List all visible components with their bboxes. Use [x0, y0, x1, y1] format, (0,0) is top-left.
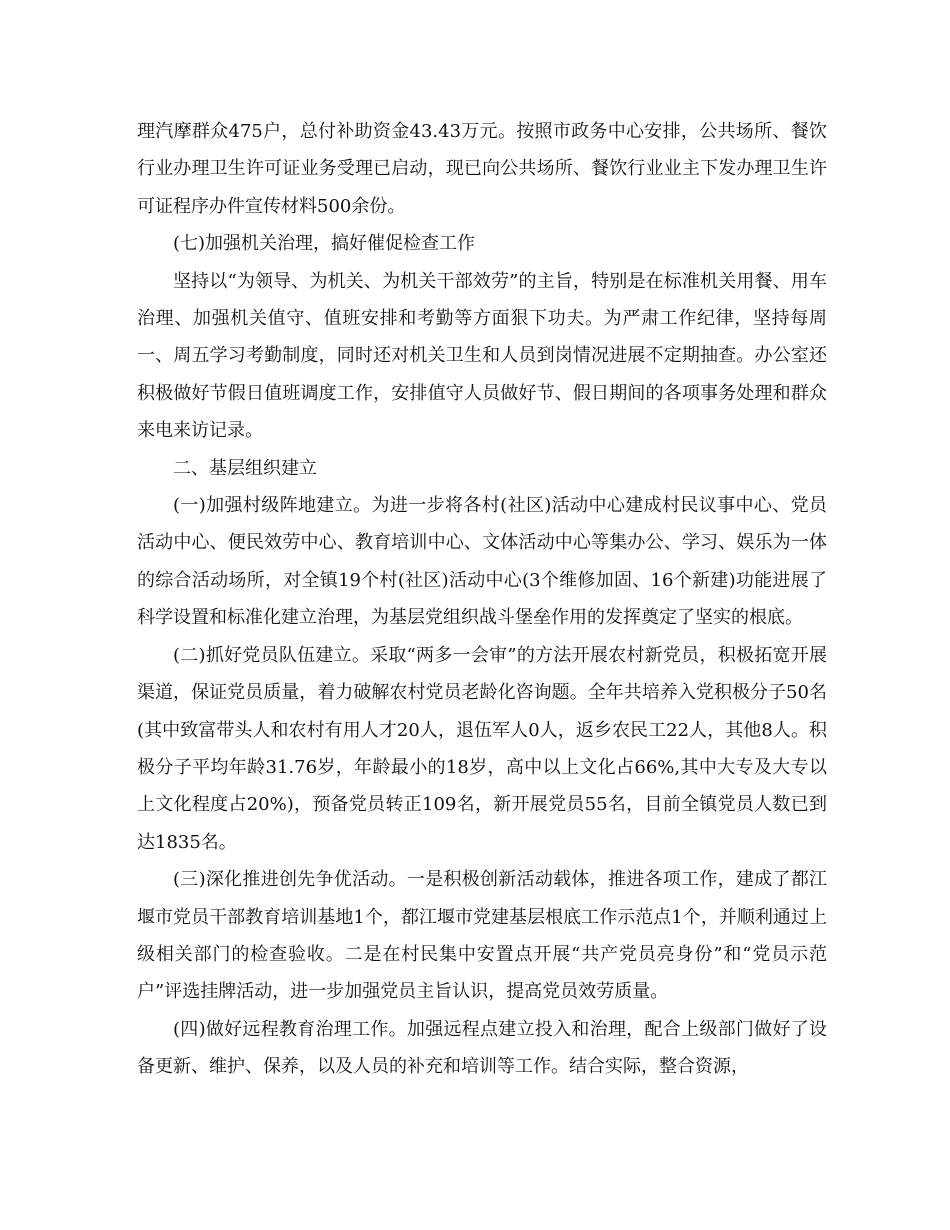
- paragraph-party-members: (二)抓好党员队伍建立。采取“两多一会审”的方法开展农村新党员，积极拓宽开展渠道，保证党员质量，着力破解农村党员老龄化咨询题。全年共培养入党积极分子50名(其中致富带头人和农村有用人才20人，退伍军人0人，返乡农民工22人，其他8人。积极分子平均年龄31.76岁，年龄最小的18岁，高中以上文化占66%,其中大专及大专以上文化程度占20%)，预备党员转正109名，新开展党员55名，目前全镇党员人数已到达1835名。: [137, 644, 827, 853]
- section-heading-grassroots: 二、基层组织建立: [173, 457, 317, 479]
- paragraph-remote-education: (四)做好远程教育治理工作。加强远程点建立投入和治理，配合上级部门做好了设备更新、维护、保养，以及人员的补充和培训等工作。结合实际，整合资源，: [137, 1018, 827, 1078]
- paragraph-excellence-activity: (三)深化推进创先争优活动。一是积极创新活动载体，推进各项工作，建成了都江堰市党员干部教育培训基地1个，都江堰市党建基层根底工作示范点1个，并顺利通过上级相关部门的检查验收。二是在村民集中安置点开展“共产党员亮身份”和“党员示范户”评选挂牌活动，进一步加强党员主旨认识，提高党员效劳质量。: [137, 869, 827, 1003]
- paragraph-continuation: 理汽摩群众475户，总付补助资金43.43万元。按照市政务中心安排，公共场所、餐饮行业办理卫生许可证业务受理已启动，现已向公共场所、餐饮行业业主下发办理卫生许可证程序办件宣传材料500余份。: [137, 121, 827, 217]
- section-heading-seven: (七)加强机关治理，搞好催促检查工作: [173, 233, 476, 255]
- paragraph-village-positions: (一)加强村级阵地建立。为进一步将各村(社区)活动中心建成村民议事中心、党员活动中心、便民效劳中心、教育培训中心、文体活动中心等集办公、学习、娱乐为一体的综合活动场所，对全镇19个村(社区)活动中心(3个维修加固、16个新建)功能进展了科学设置和标准化建立治理，为基层党组织战斗堡垒作用的发挥奠定了坚实的根底。: [137, 495, 827, 629]
- paragraph-office-management: 坚持以“为领导、为机关、为机关干部效劳”的主旨，特别是在标准机关用餐、用车治理、加强机关值守、值班安排和考勤等方面狠下功夫。为严肃工作纪律，坚持每周一、周五学习考勤制度，同时还对机关卫生和人员到岗情况进展不定期抽查。办公室还积极做好节假日值班调度工作，安排值守人员做好节、假日期间的各项事务处理和群众来电来访记录。: [137, 270, 827, 442]
- document-body: [137, 113, 827, 1086]
